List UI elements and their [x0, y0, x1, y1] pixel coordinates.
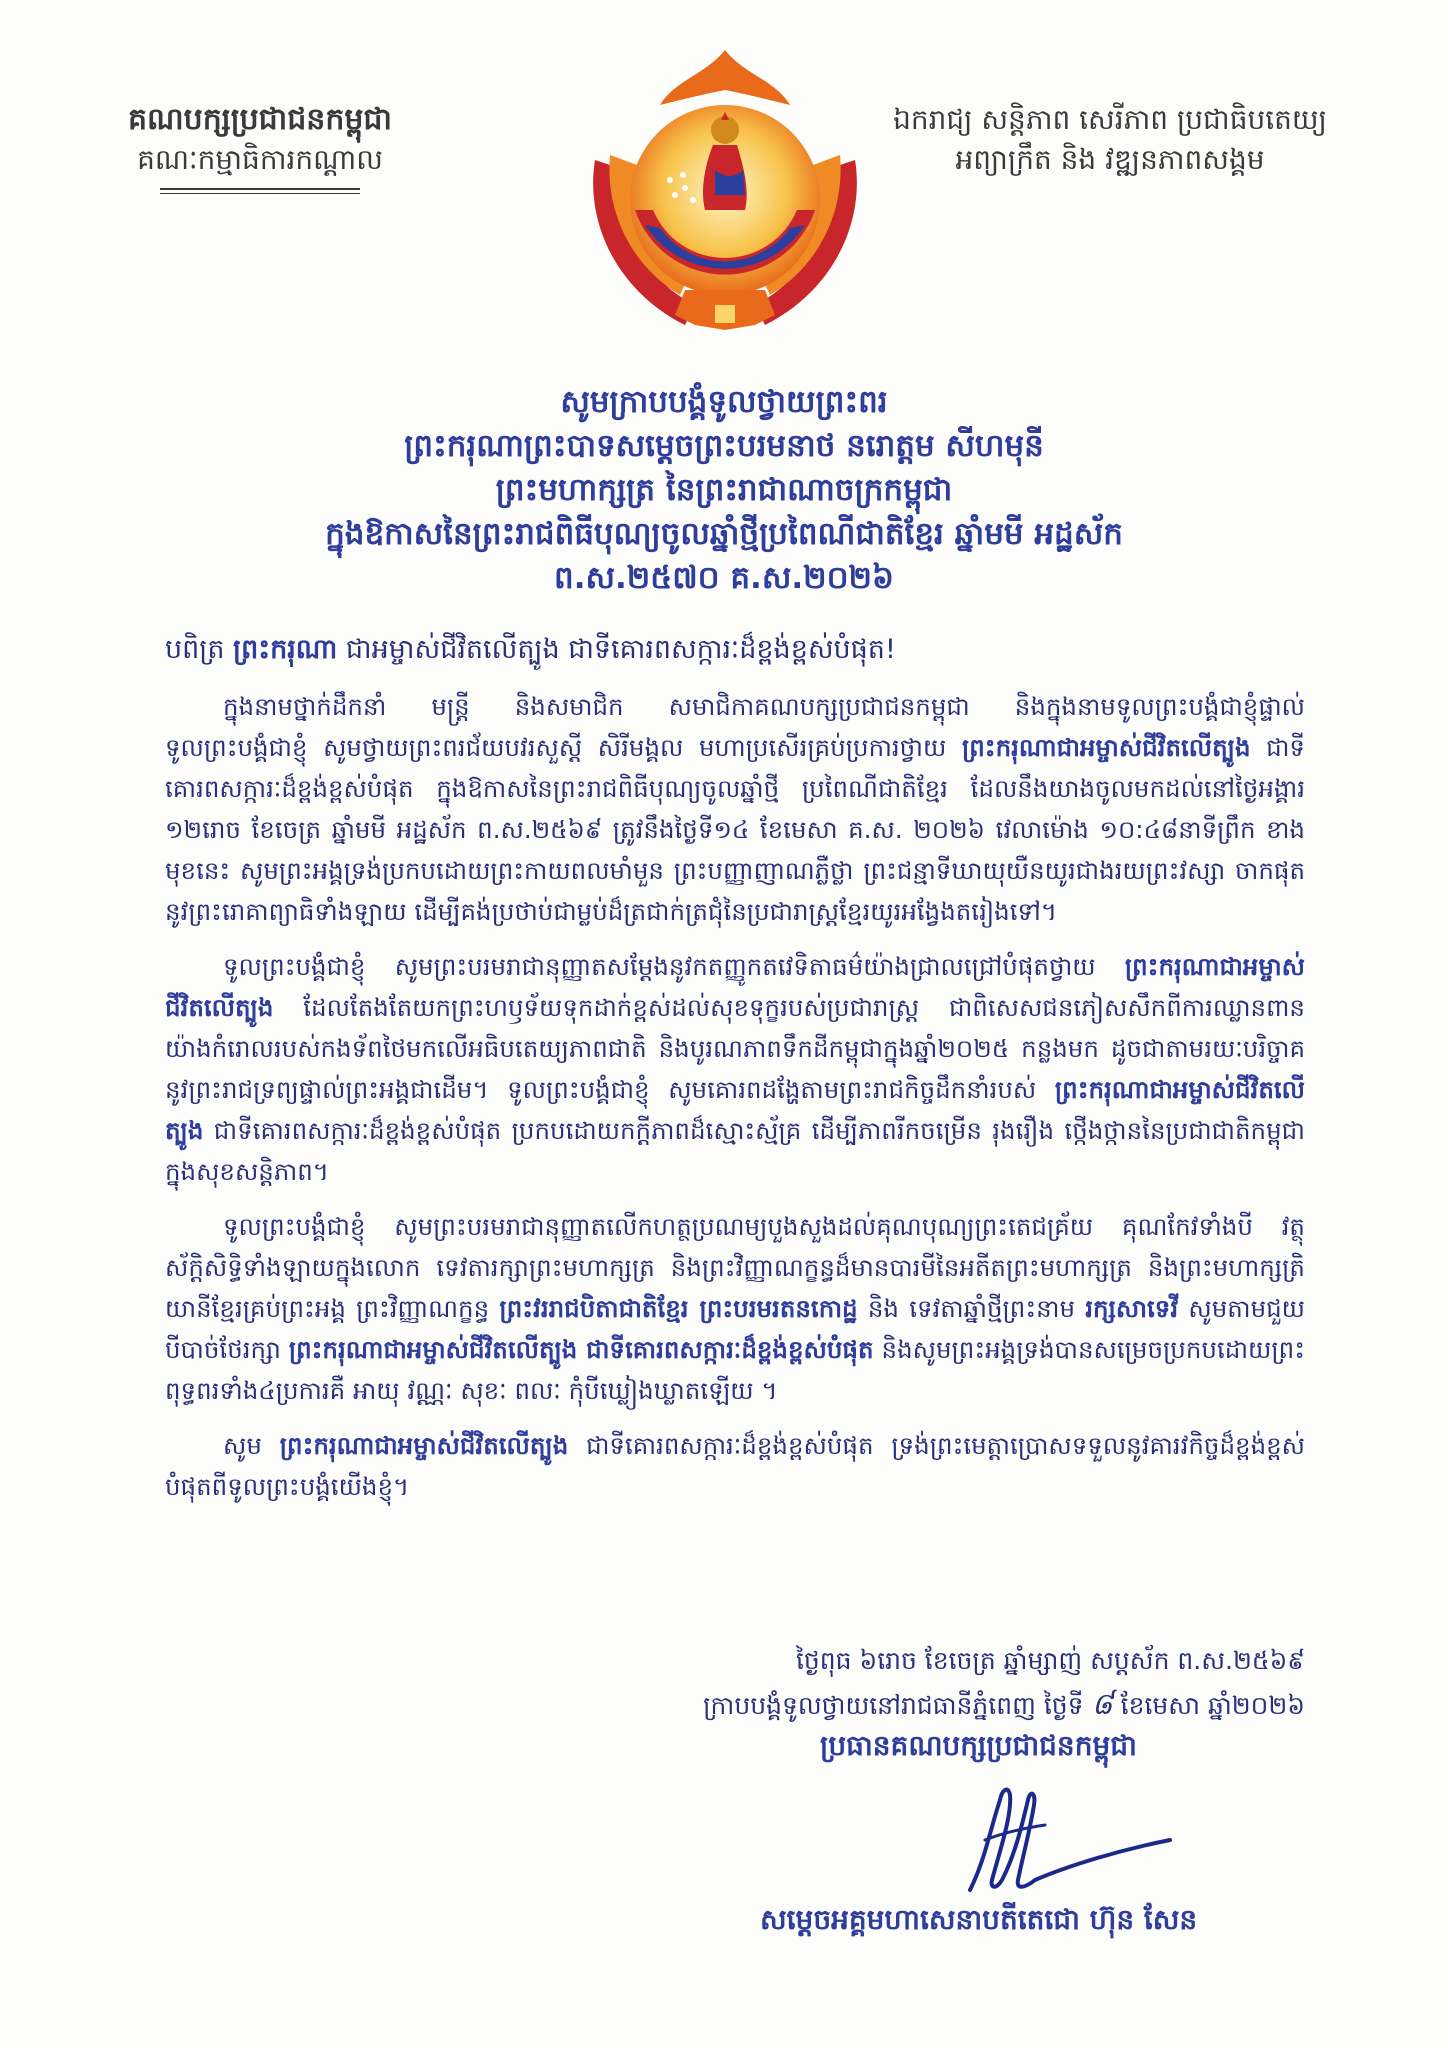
text-run: ដែលតែងតែយកព្រះហឫទ័យទុកដាក់ខ្ពស់ដល់សុខទុក្ខរបស់ប្រជារាស្ត្រ ជាពិសេសជនភៀសសឹកពីការឈ្លានពានយ៉ាងកំរោលរបស់កងទ័ពថៃមកលើអធិបតេយ្យភាពជាតិ និងបូរណភាពទឹកដីកម្ពុជាក្នុងឆ្នាំ២០២៥ កន្លងមក ដូចជាតាមរយៈបរិច្ចាគនូវព្រះរាជទ្រព្យផ្ទាល់ព្រះអង្គជាដើម។ ទូលព្រះបង្គំជាខ្ញុំ សូមគោរពដង្ហែតាមព្រះរាជកិច្ចដឹកនាំរបស់	[165, 993, 1305, 1104]
letter-title	[160, 380, 1288, 600]
text-run: ក្នុងនាមថ្នាក់ដឹកនាំ មន្ត្រី និងសមាជិក សមាជិកាគណបក្សប្រជាជនកម្ពុជា និងក្នុងនាមទូលព្រះបង្គំជាខ្ញុំផ្ទាល់ ទូលព្រះបង្គំជាខ្ញុំ សូមថ្វាយព្រះពរជ័យបវរសួស្តី សិរីមង្គល មហាប្រសើរគ្រប់ប្រការថ្វាយ	[165, 692, 1305, 762]
title-line: សូមក្រាបបង្គំទូលថ្វាយព្រះពរ	[560, 384, 888, 420]
title-line: ព្រះមហាក្សត្រ នៃព្រះរាជាណាចក្រកម្ពុជា	[495, 472, 953, 508]
header-motto-block	[870, 100, 1350, 180]
divider	[160, 188, 360, 190]
royal-title: ព្រះករុណាជាអម្ចាស់ជីវិតលើត្បូង	[961, 733, 1251, 762]
salutation-rest: ជាអម្ចាស់ជីវិតលើត្បូង ជាទីគោរពសក្ការៈដ៏ខ្ពង់ខ្ពស់បំផុត!	[337, 634, 896, 665]
letter-body	[165, 628, 1305, 1521]
salutation	[165, 628, 1305, 672]
royal-title: ព្រះវររាជបិតាជាតិខ្មែរ ព្រះបរមរតនកោដ្ឋ	[499, 1294, 858, 1323]
royal-title: ព្រះករុណាជាអម្ចាស់ជីវិតលើត្បូង ជាទីគោរពសក្ការៈដ៏ខ្ពង់ខ្ពស់បំផុត	[288, 1335, 874, 1364]
text-run: សូមតាមជួយបីបាច់ថែរក្សា	[165, 1294, 1305, 1364]
royal-title: ព្រះករុណាជាអម្ចាស់ជីវិតលើត្បូង	[279, 1431, 569, 1460]
committee-name: គណៈកម្មាធិការកណ្ដាល	[137, 143, 383, 176]
party-name: គណបក្សប្រជាជនកម្ពុជា	[128, 102, 392, 137]
national-motto-line1: ឯករាជ្យ សន្តិភាព សេរីភាព ប្រជាធិបតេយ្យ	[893, 103, 1327, 136]
handwritten-day: ៨	[1091, 1687, 1113, 1722]
paragraph-4	[165, 1425, 1305, 1507]
place-date-prefix: ក្រាបបង្គំទូលថ្វាយនៅរាជធានីភ្នំពេញ ថ្ងៃទី	[703, 1691, 1092, 1720]
title-line: ព.ស.២៥៧០ គ.ស.២០២៦	[554, 560, 894, 596]
national-motto-line2: អព្យាក្រឹត និង វឌ្ឍនភាពសង្គម	[955, 143, 1265, 176]
signer-name: សម្ដេចអគ្គមហាសេនាបតីតេជោ ហ៊ុន សែន	[760, 1903, 1198, 1936]
paragraph-3	[165, 1206, 1305, 1411]
text-run: ទូលព្រះបង្គំជាខ្ញុំ សូមព្រះបរមរាជានុញ្ញាតលើកហត្ថប្រណម្យបួងសួងដល់គុណបុណ្យព្រះតេជគ្រ័យ គុណកែវទាំងបី វត្ថុស័ក្តិសិទ្ធិទាំងឡាយក្នុងលោក ទេវតារក្សាព្រះមហាក្សត្រ និងព្រះវិញ្ញាណក្ខន្ធដ៏មានបារមីនៃអតីតព្រះមហាក្សត្រ និងព្រះមហាក្សត្រិយានីខ្មែរគ្រប់ព្រះអង្គ ព្រះវិញ្ញាណក្ខន្ធ	[165, 1212, 1305, 1323]
text-run: ជាទីគោរពសក្ការៈដ៏ខ្ពង់ខ្ពស់បំផុត ទ្រង់ព្រះមេត្តាប្រោសទទួលនូវគារវកិច្ចដ៏ខ្ពង់ខ្ពស់បំផុតពីទូលព្រះបង្គំយើងខ្ញុំ។	[165, 1431, 1305, 1501]
handwritten-signature	[930, 1770, 1190, 1910]
text-run: និងសូមព្រះអង្គទ្រង់បានសម្រេចប្រកបដោយព្រះពុទ្ធពរទាំង៤ប្រការគឺ អាយុ វណ្ណៈ សុខៈ ពលៈ កុំបីឃ្លៀងឃ្លាតឡើយ ។	[165, 1335, 1306, 1405]
text-run: ទូលព្រះបង្គំជាខ្ញុំ សូមព្រះបរមរាជានុញ្ញាតសម្ដែងនូវកតញ្ញូកតវេទិតាធម៌យ៉ាងជ្រាលជ្រៅបំផុតថ្វាយ	[223, 952, 1125, 981]
salutation-prefix: បពិត្រ	[165, 634, 234, 665]
lunar-date: ថ្ងៃពុធ ៦រោច ខែចេត្រ ឆ្នាំម្សាញ់ សប្តស័ក ព.ស.២៥៦៩	[796, 1646, 1305, 1675]
divider	[160, 193, 360, 194]
title-line: ព្រះករុណាព្រះបាទសម្ដេចព្រះបរមនាថ នរោត្តម សីហមុនី	[404, 428, 1044, 464]
text-run: និង ទេវតាឆ្នាំថ្មីព្រះនាម	[857, 1294, 1086, 1323]
signer-title: ប្រធានគណបក្សប្រជាជនកម្ពុជា	[820, 1729, 1137, 1762]
place-date-suffix: ខែមេសា ឆ្នាំ២០២៦	[1112, 1691, 1305, 1720]
header-party-block	[95, 100, 425, 194]
title-line: ក្នុងឱកាសនៃព្រះរាជពិធីបុណ្យចូលឆ្នាំថ្មីប្រពៃណីជាតិខ្មែរ ឆ្នាំមមី អដ្ឋស័ក	[325, 516, 1123, 552]
salutation-royal: ព្រះករុណា	[233, 634, 338, 665]
paragraph-1	[165, 686, 1305, 932]
deity-name: រក្សសាទេវី	[1085, 1294, 1179, 1323]
place-date	[405, 1684, 1305, 1727]
text-run: សូម	[223, 1431, 280, 1460]
text-run: ជាទីគោរពសក្ការៈដ៏ខ្ពង់ខ្ពស់បំផុត ក្នុងឱកាសនៃព្រះរាជពិធីបុណ្យចូលឆ្នាំថ្មី ប្រពៃណីជាតិខ្មែរ ដែលនឹងយាងចូលមកដល់នៅថ្ងៃអង្គារ ១២រោច ខែចេត្រ ឆ្នាំមមី អដ្ឋស័ក ព.ស.២៥៦៩ ត្រូវនឹងថ្ងៃទី១៤ ខែមេសា គ.ស. ២០២៦ វេលាម៉ោង ១០:៤៨នាទីព្រឹក ខាងមុខនេះ សូមព្រះអង្គទ្រង់ប្រកបដោយព្រះកាយពលមាំមួន ព្រះបញ្ញាញាណភ្លឺថ្លា ព្រះជន្មាទីឃាយុយឺនយូរជាងរយព្រះវស្សា ចាកផុតនូវព្រះរោគាព្យាធិទាំងឡាយ ដើម្បីគង់ប្រថាប់ជាម្លប់ដ៏ត្រជាក់ត្រជុំនៃប្រជារាស្ត្រខ្មែរយូរអង្វែងតរៀងទៅ។	[165, 733, 1305, 926]
royal-title: ព្រះករុណាជាអម្ចាស់ជីវិតលើត្បូង	[165, 1075, 1305, 1145]
party-logo	[575, 50, 875, 350]
royal-title: ព្រះករុណាជាអម្ចាស់ជីវិតលើត្បូង	[165, 952, 1305, 1022]
paragraph-2	[165, 946, 1305, 1192]
text-run: ជាទីគោរពសក្ការៈដ៏ខ្ពង់ខ្ពស់បំផុត ប្រកបដោយកក្តីភាពដ៏ស្មោះស្ម័គ្រ ដើម្បីភាពរីកចម្រើន រុងរឿង ថ្កើងថ្កាននៃប្រជាជាតិកម្ពុជាក្នុងសុខសន្តិភាព។	[165, 1116, 1305, 1186]
